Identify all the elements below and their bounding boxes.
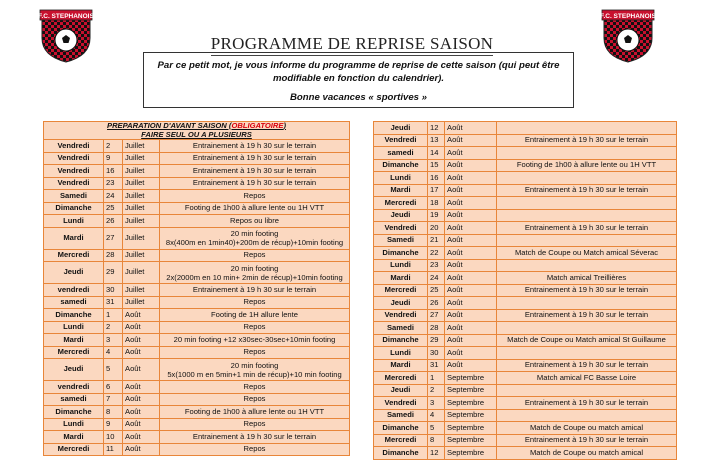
activity-cell: Repos <box>160 393 350 406</box>
schedule-row <box>44 393 350 406</box>
activity-cell <box>497 322 677 335</box>
schedule-row <box>44 202 350 215</box>
date-cell: 2 <box>104 140 123 153</box>
month-cell: Août <box>445 172 497 185</box>
day-cell: Jeudi <box>374 122 428 135</box>
activity-cell <box>497 234 677 247</box>
month-cell: Août <box>445 159 497 172</box>
month-cell: Juillet <box>123 296 160 309</box>
month-cell: Août <box>445 234 497 247</box>
date-cell: 27 <box>428 309 445 322</box>
month-cell: Août <box>445 222 497 235</box>
month-cell: Juillet <box>123 215 160 228</box>
month-cell: Août <box>445 122 497 135</box>
day-cell: samedi <box>44 296 104 309</box>
date-cell: 3 <box>428 397 445 410</box>
day-cell: Dimanche <box>44 406 104 419</box>
schedule-row <box>374 259 677 272</box>
month-cell: Août <box>445 147 497 160</box>
day-cell: Dimanche <box>44 202 104 215</box>
date-cell: 24 <box>104 190 123 203</box>
date-cell: 4 <box>104 346 123 359</box>
activity-cell <box>497 297 677 310</box>
day-cell: Lundi <box>44 418 104 431</box>
month-cell: Août <box>445 334 497 347</box>
intro-greeting: Bonne vacances « sportives » <box>289 92 428 103</box>
day-cell: Jeudi <box>374 384 428 397</box>
month-cell: Août <box>445 284 497 297</box>
activity-cell: Footing de 1h00 à allure lente ou 1H VTT <box>160 202 350 215</box>
day-cell: samedi <box>374 147 428 160</box>
day-cell: vendredi <box>44 381 104 394</box>
schedule-row <box>44 321 350 334</box>
activity-line: 20 min footing <box>230 263 279 273</box>
schedule-row <box>44 334 350 347</box>
activity-cell: Repos <box>160 321 350 334</box>
month-cell: Septembre <box>445 372 497 385</box>
schedule-row <box>374 347 677 360</box>
schedule-row <box>44 190 350 203</box>
day-cell: samedi <box>44 393 104 406</box>
date-cell: 19 <box>428 209 445 222</box>
schedule-row <box>44 284 350 297</box>
activity-cell <box>497 409 677 422</box>
schedule-table-left <box>43 121 350 456</box>
date-cell: 1 <box>428 372 445 385</box>
day-cell: Mercredi <box>374 284 428 297</box>
month-cell: Juillet <box>123 190 160 203</box>
month-cell: Juillet <box>123 284 160 297</box>
schedule-row <box>374 134 677 147</box>
schedule-row <box>374 272 677 285</box>
date-cell: 5 <box>104 359 123 381</box>
activity-cell <box>497 197 677 210</box>
schedule-row <box>374 447 677 460</box>
date-cell: 2 <box>428 384 445 397</box>
day-cell: Jeudi <box>44 262 104 284</box>
month-cell: Août <box>445 309 497 322</box>
month-cell: Août <box>123 381 160 394</box>
schedule-row <box>44 381 350 394</box>
day-cell: Lundi <box>374 172 428 185</box>
date-cell: 15 <box>428 159 445 172</box>
day-cell: Lundi <box>44 215 104 228</box>
activity-cell: Repos ou libre <box>160 215 350 228</box>
day-cell: Vendredi <box>374 309 428 322</box>
day-cell: Lundi <box>44 321 104 334</box>
schedule-row <box>374 297 677 310</box>
month-cell: Août <box>445 272 497 285</box>
day-cell: Mercredi <box>44 346 104 359</box>
date-cell: 23 <box>428 259 445 272</box>
date-cell: 31 <box>428 359 445 372</box>
schedule-row <box>374 434 677 447</box>
date-cell: 16 <box>428 172 445 185</box>
activity-cell <box>497 384 677 397</box>
day-cell: Dimanche <box>374 159 428 172</box>
month-cell: Août <box>445 359 497 372</box>
month-cell: Août <box>123 334 160 347</box>
activity-cell: Entrainement à 19 h 30 sur le terrain <box>160 177 350 190</box>
schedule-row <box>44 249 350 262</box>
schedule-row <box>44 262 350 284</box>
day-cell: Vendredi <box>374 397 428 410</box>
day-cell: Mardi <box>44 227 104 249</box>
schedule-row <box>374 197 677 210</box>
date-cell: 13 <box>428 134 445 147</box>
date-cell: 4 <box>428 409 445 422</box>
month-cell: Août <box>445 209 497 222</box>
activity-cell: Repos <box>160 443 350 456</box>
month-cell: Septembre <box>445 397 497 410</box>
day-cell: Dimanche <box>44 309 104 322</box>
day-cell: Mercredi <box>374 372 428 385</box>
schedule-row <box>374 422 677 435</box>
day-cell: Samedi <box>374 409 428 422</box>
day-cell: Dimanche <box>374 334 428 347</box>
activity-cell: Entrainement à 19 h 30 sur le terrain <box>497 434 677 447</box>
month-cell: Août <box>445 134 497 147</box>
activity-cell: Footing de 1h00 à allure lente ou 1H VTT <box>497 159 677 172</box>
schedule-row <box>44 227 350 249</box>
page-title: PROGRAMME DE REPRISE SAISON <box>0 34 704 56</box>
activity-cell: Match de Coupe ou match amical <box>497 447 677 460</box>
day-cell: Mardi <box>44 431 104 444</box>
month-cell: Juillet <box>123 165 160 178</box>
date-cell: 10 <box>104 431 123 444</box>
day-cell: vendredi <box>44 284 104 297</box>
date-cell: 9 <box>104 152 123 165</box>
date-cell: 14 <box>428 147 445 160</box>
day-cell: Mercredi <box>374 434 428 447</box>
schedule-row <box>44 152 350 165</box>
date-cell: 25 <box>104 202 123 215</box>
month-cell: Juillet <box>123 152 160 165</box>
activity-cell <box>497 172 677 185</box>
date-cell: 25 <box>428 284 445 297</box>
schedule-row <box>44 165 350 178</box>
activity-cell: Match amical FC Basse Loire <box>497 372 677 385</box>
activity-cell <box>160 227 350 249</box>
activity-cell: Entrainement à 19 h 30 sur le terrain <box>160 152 350 165</box>
month-cell: Août <box>123 309 160 322</box>
activity-cell: Match de Coupe ou Match amical Séverac <box>497 247 677 260</box>
month-cell: Août <box>123 393 160 406</box>
month-cell: Août <box>123 418 160 431</box>
schedule-row <box>374 209 677 222</box>
month-cell: Août <box>123 443 160 456</box>
date-cell: 9 <box>104 418 123 431</box>
month-cell: Juillet <box>123 227 160 249</box>
month-cell: Septembre <box>445 447 497 460</box>
schedule-row <box>374 234 677 247</box>
schedule-row <box>44 443 350 456</box>
date-cell: 29 <box>428 334 445 347</box>
activity-cell <box>497 347 677 360</box>
schedule-row <box>44 215 350 228</box>
month-cell: Août <box>123 406 160 419</box>
day-cell: Jeudi <box>374 209 428 222</box>
day-cell: Samedi <box>374 234 428 247</box>
schedule-row <box>374 147 677 160</box>
schedule-row <box>374 397 677 410</box>
schedule-row <box>44 431 350 444</box>
date-cell: 12 <box>428 122 445 135</box>
month-cell: Août <box>445 347 497 360</box>
schedule-row <box>374 334 677 347</box>
month-cell: Août <box>445 322 497 335</box>
activity-cell: Entrainement à 19 h 30 sur le terrain <box>497 359 677 372</box>
date-cell: 11 <box>104 443 123 456</box>
activity-cell <box>160 262 350 284</box>
day-cell: Vendredi <box>374 222 428 235</box>
date-cell: 17 <box>428 184 445 197</box>
date-cell: 26 <box>104 215 123 228</box>
month-cell: Juillet <box>123 177 160 190</box>
date-cell: 22 <box>428 247 445 260</box>
day-cell: Lundi <box>374 347 428 360</box>
month-cell: Août <box>445 197 497 210</box>
activity-cell: Repos <box>160 190 350 203</box>
activity-cell: Repos <box>160 346 350 359</box>
month-cell: Septembre <box>445 434 497 447</box>
schedule-row <box>44 309 350 322</box>
date-cell: 24 <box>428 272 445 285</box>
month-cell: Septembre <box>445 409 497 422</box>
date-cell: 8 <box>104 406 123 419</box>
intro-box <box>143 52 574 108</box>
activity-cell: Entrainement à 19 h 30 sur le terrain <box>497 309 677 322</box>
day-cell: Mardi <box>374 272 428 285</box>
activity-cell: 20 min footing +12 x30sec-30sec+10min footing <box>160 334 350 347</box>
month-cell: Septembre <box>445 384 497 397</box>
date-cell: 31 <box>104 296 123 309</box>
activity-cell: Repos <box>160 381 350 394</box>
activity-cell: Entrainement à 19 h 30 sur le terrain <box>160 140 350 153</box>
activity-cell: Entrainement à 19 h 30 sur le terrain <box>497 134 677 147</box>
activity-cell: Entrainement à 19 h 30 sur le terrain <box>160 431 350 444</box>
schedule-row <box>44 418 350 431</box>
activity-cell: Entrainement à 19 h 30 sur le terrain <box>160 165 350 178</box>
activity-cell <box>497 147 677 160</box>
schedule-row <box>374 184 677 197</box>
day-cell: Dimanche <box>374 447 428 460</box>
activity-cell <box>497 122 677 135</box>
date-cell: 1 <box>104 309 123 322</box>
date-cell: 30 <box>428 347 445 360</box>
month-cell: Septembre <box>445 422 497 435</box>
date-cell: 8 <box>428 434 445 447</box>
date-cell: 29 <box>104 262 123 284</box>
schedule-row <box>374 172 677 185</box>
activity-cell: Match de Coupe ou match amical <box>497 422 677 435</box>
schedule-row <box>374 284 677 297</box>
activity-cell: Entrainement à 19 h 30 sur le terrain <box>497 397 677 410</box>
activity-detail: 2x(2000m en 10 min+ 2min de récup)+10min footing <box>166 272 343 282</box>
day-cell: Mardi <box>374 359 428 372</box>
activity-cell: Repos <box>160 296 350 309</box>
activity-cell: Entrainement à 19 h 30 sur le terrain <box>497 184 677 197</box>
schedule-row <box>374 247 677 260</box>
date-cell: 5 <box>428 422 445 435</box>
schedule-row <box>374 222 677 235</box>
date-cell: 30 <box>104 284 123 297</box>
schedule-row <box>44 359 350 381</box>
schedule-row <box>44 296 350 309</box>
activity-line: 20 min footing <box>230 360 279 370</box>
schedule-row <box>44 140 350 153</box>
date-cell: 26 <box>428 297 445 310</box>
month-cell: Août <box>445 297 497 310</box>
activity-cell: Match de Coupe ou Match amical St Guillaume <box>497 334 677 347</box>
schedule-table-right <box>373 121 677 460</box>
schedule-row <box>374 159 677 172</box>
day-cell: Lundi <box>374 259 428 272</box>
activity-cell <box>497 259 677 272</box>
schedule-row <box>374 309 677 322</box>
activity-line: 20 min footing <box>230 229 279 238</box>
month-cell: Août <box>445 247 497 260</box>
activity-cell <box>160 359 350 381</box>
day-cell: Mercredi <box>44 443 104 456</box>
date-cell: 3 <box>104 334 123 347</box>
intro-message: Par ce petit mot, je vous informe du programme de reprise de cette saison (qui peut être modifiable en fonction du calendrier). <box>157 60 560 84</box>
date-cell: 27 <box>104 227 123 249</box>
activity-cell <box>497 209 677 222</box>
month-cell: Juillet <box>123 140 160 153</box>
month-cell: Juillet <box>123 249 160 262</box>
date-cell: 7 <box>104 393 123 406</box>
day-cell: Vendredi <box>44 165 104 178</box>
day-cell: Mardi <box>374 184 428 197</box>
activity-cell: Entrainement à 19 h 30 sur le terrain <box>497 284 677 297</box>
day-cell: Vendredi <box>374 134 428 147</box>
left-header-row <box>44 122 350 140</box>
day-cell: Mercredi <box>44 249 104 262</box>
month-cell: Août <box>123 359 160 381</box>
activity-cell: Repos <box>160 249 350 262</box>
date-cell: 23 <box>104 177 123 190</box>
day-cell: Jeudi <box>374 297 428 310</box>
month-cell: Août <box>445 259 497 272</box>
month-cell: Juillet <box>123 202 160 215</box>
month-cell: Août <box>123 346 160 359</box>
day-cell: Mercredi <box>374 197 428 210</box>
svg-text:F.C. STEPHANOIS: F.C. STEPHANOIS <box>600 13 656 20</box>
day-cell: Mardi <box>44 334 104 347</box>
svg-text:F.C. STEPHANOIS: F.C. STEPHANOIS <box>38 13 94 20</box>
activity-cell: Entrainement à 19 h 30 sur le terrain <box>160 284 350 297</box>
schedule-row <box>44 346 350 359</box>
schedule-row <box>374 322 677 335</box>
activity-detail: 8x(400m en 1min40)+200m de récup)+10min footing <box>165 238 344 247</box>
date-cell: 18 <box>428 197 445 210</box>
left-header: PREPARATION D'AVANT SAISON (OBLIGATOIRE) FAIRE SEUL OU A PLUSIEURS <box>44 122 350 140</box>
day-cell: Dimanche <box>374 422 428 435</box>
month-cell: Juillet <box>123 262 160 284</box>
day-cell: Jeudi <box>44 359 104 381</box>
day-cell: Samedi <box>374 322 428 335</box>
activity-cell: Footing de 1H allure lente <box>160 309 350 322</box>
day-cell: Samedi <box>44 190 104 203</box>
date-cell: 2 <box>104 321 123 334</box>
date-cell: 28 <box>428 322 445 335</box>
activity-cell: Repos <box>160 418 350 431</box>
month-cell: Août <box>123 321 160 334</box>
date-cell: 20 <box>428 222 445 235</box>
schedule-row <box>44 177 350 190</box>
date-cell: 16 <box>104 165 123 178</box>
schedule-row <box>374 359 677 372</box>
activity-cell: Footing de 1h00 à allure lente ou 1H VTT <box>160 406 350 419</box>
date-cell: 6 <box>104 381 123 394</box>
day-cell: Vendredi <box>44 177 104 190</box>
day-cell: Vendredi <box>44 140 104 153</box>
date-cell: 21 <box>428 234 445 247</box>
date-cell: 12 <box>428 447 445 460</box>
schedule-row <box>374 384 677 397</box>
month-cell: Août <box>445 184 497 197</box>
schedule-row <box>374 409 677 422</box>
activity-cell: Match amical Treillières <box>497 272 677 285</box>
date-cell: 28 <box>104 249 123 262</box>
schedule-row <box>44 406 350 419</box>
schedule-row <box>374 122 677 135</box>
month-cell: Août <box>123 431 160 444</box>
activity-detail: 5x(1000 m en 5min+1 min de récup)+10 min footing <box>167 369 342 379</box>
day-cell: Dimanche <box>374 247 428 260</box>
activity-cell: Entrainement à 19 h 30 sur le terrain <box>497 222 677 235</box>
day-cell: Vendredi <box>44 152 104 165</box>
schedule-row <box>374 372 677 385</box>
